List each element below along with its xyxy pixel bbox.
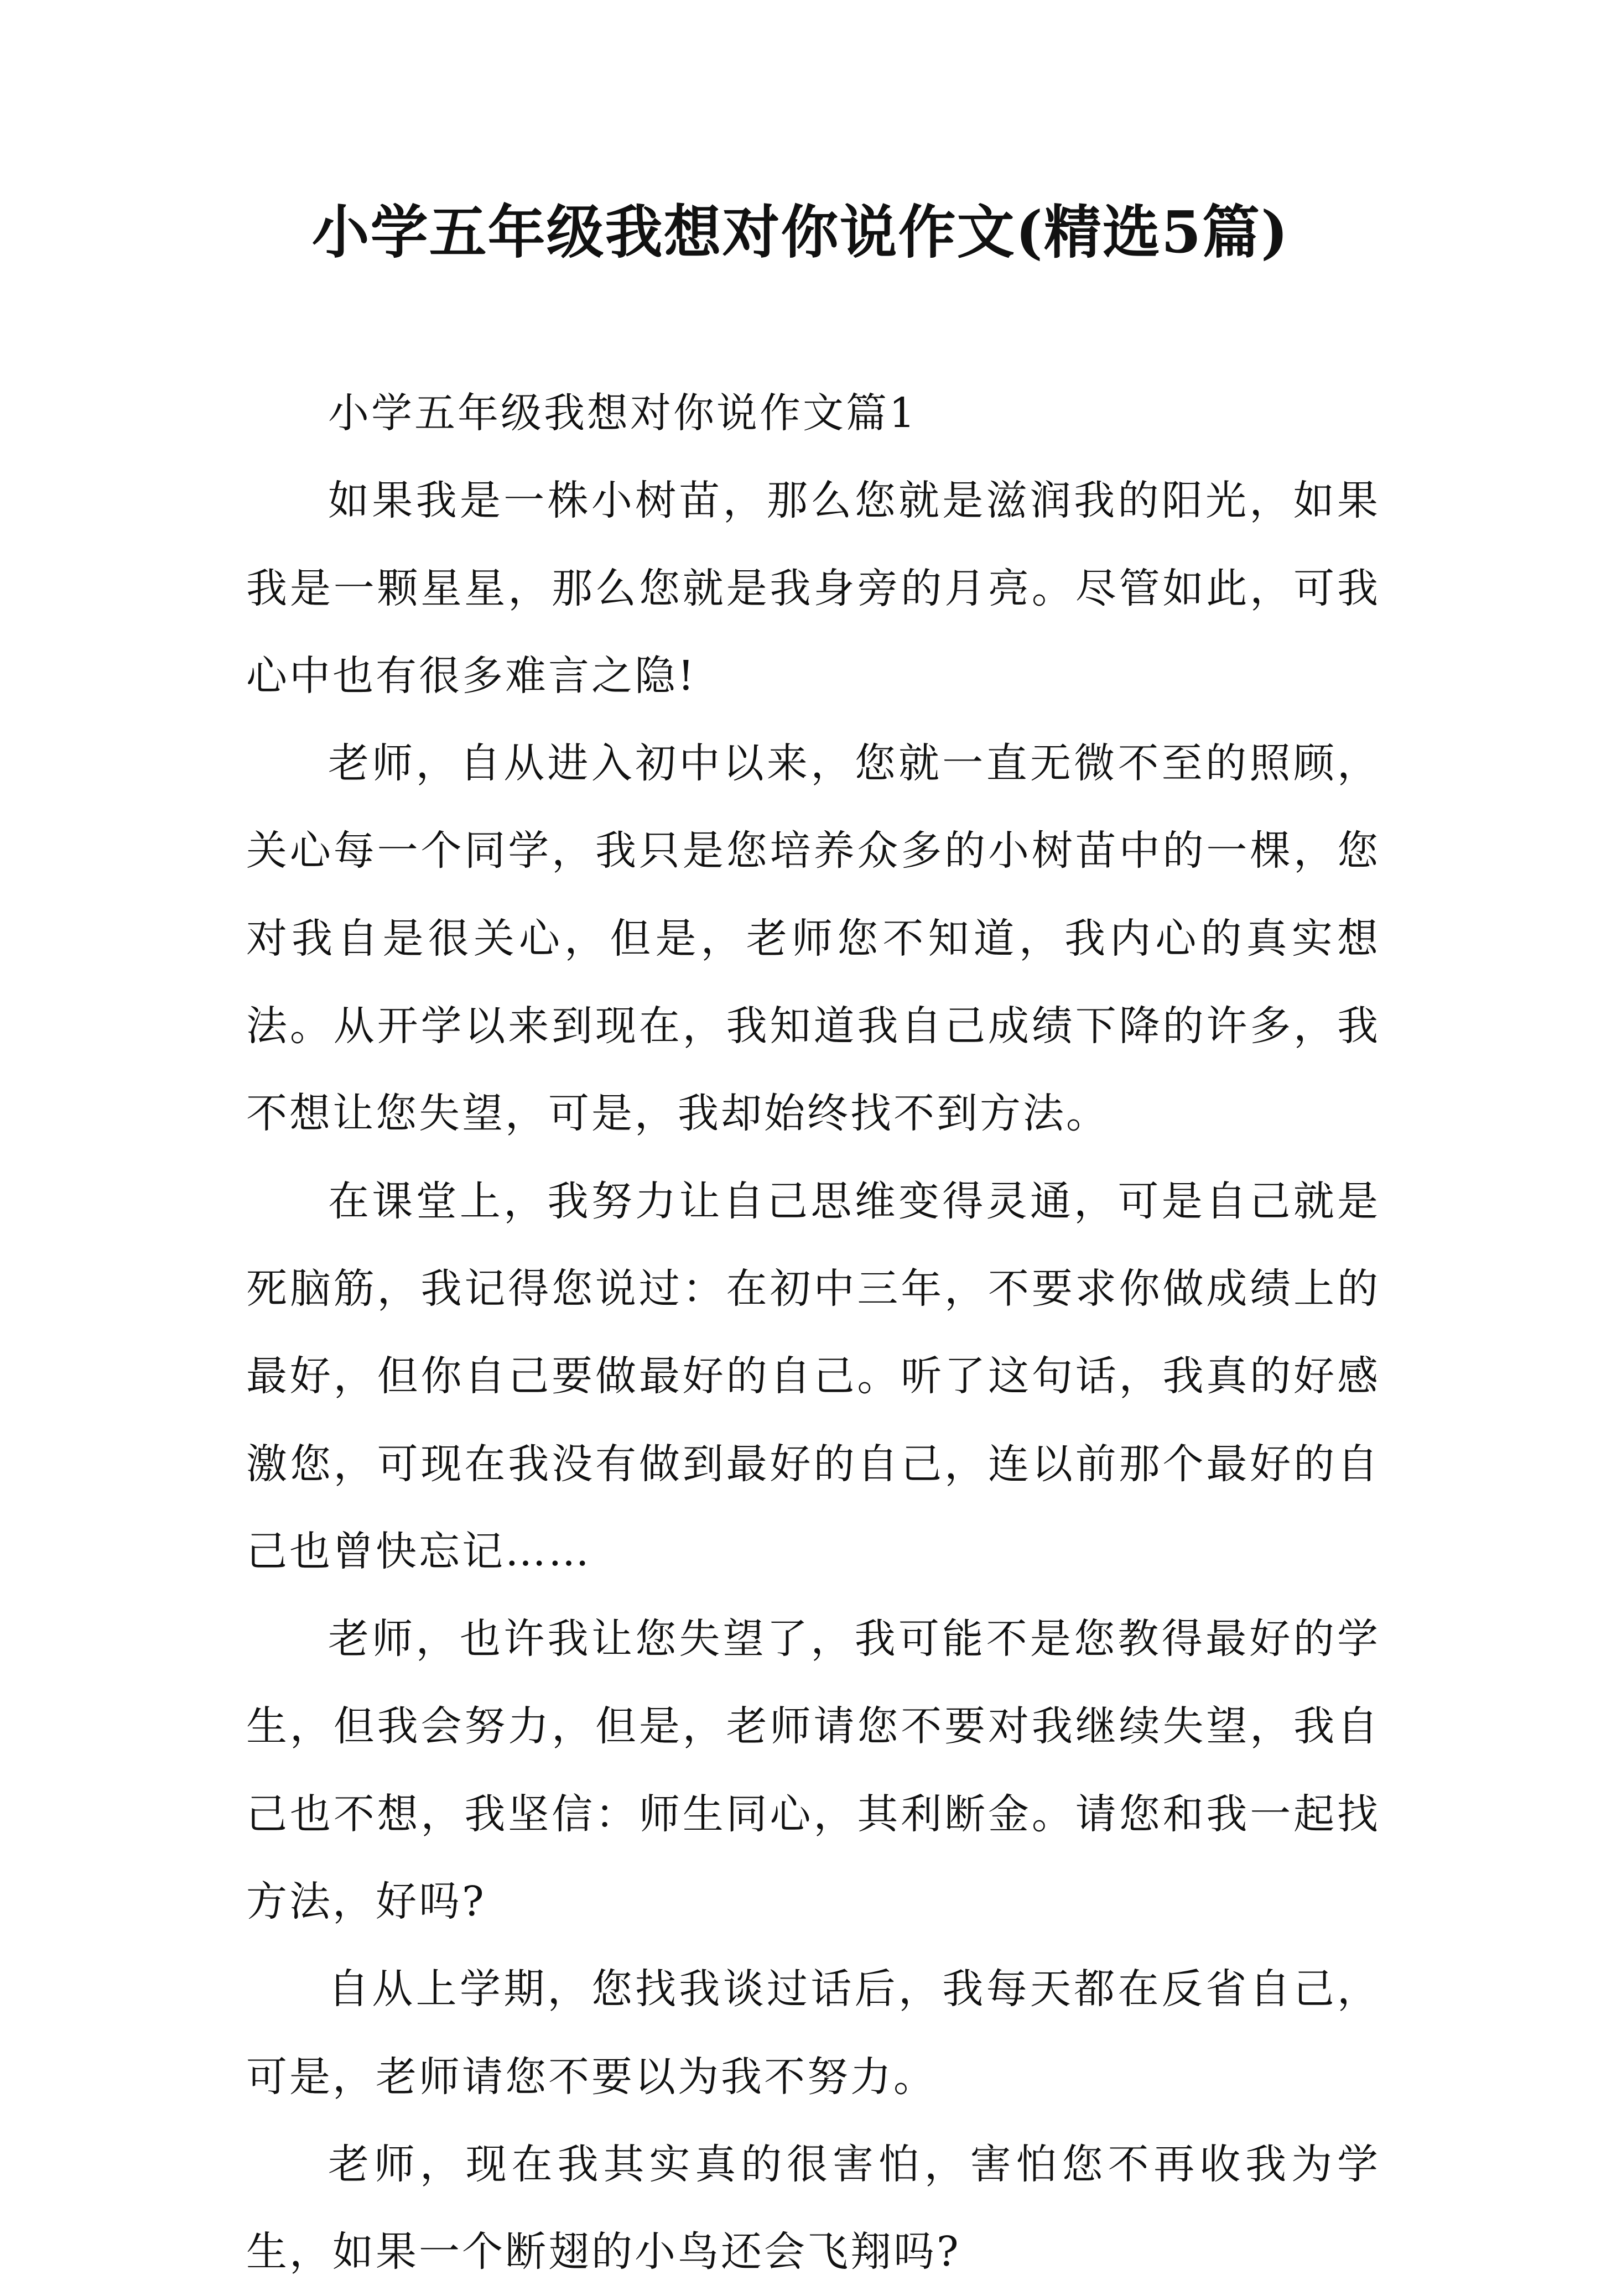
paragraph: 自从上学期，您找我谈过话后，我每天都在反省自己，可是，老师请您不要以为我不努力。 — [246, 1965, 1380, 2101]
paragraph: 如果我是一株小树苗，那么您就是滋润我的阳光，如果我是一颗星星，那么您就是我身旁的月亮。尽管如此，可我心中也有很多难言之隐! — [246, 477, 1380, 700]
section-heading: 小学五年级我想对你说作文篇1 — [328, 389, 918, 437]
paragraph: 老师，也许我让您失望了，我可能不是您教得最好的学生，但我会努力，但是，老师请您不要对我继续失望，我自己也不想，我坚信：师生同心，其利断金。请您和我一起找方法，好吗? — [246, 1615, 1380, 1926]
paragraph: 老师，自从进入初中以来，您就一直无微不至的照顾，关心每一个同学，我只是您培养众多的小树苗中的一棵，您对我自是很关心，但是，老师您不知道，我内心的真实想法。从开学以来到现在，我知道我自己成绩下降的许多，我不想让您失望，可是，我却始终找不到方法。 — [246, 740, 1380, 1138]
document-title: 小学五年级我想对你说作文(精选5篇) — [311, 198, 1290, 266]
document-body — [246, 369, 1380, 2296]
paragraph: 在课堂上，我努力让自己思维变得灵通，可是自己就是死脑筋，我记得您说过：在初中三年，不要求你做成绩上的最好，但你自己要做最好的自己。听了这句话，我真的好感激您，可现在我没有做到最好的自己，连以前那个最好的自己也曾快忘记…… — [246, 1177, 1380, 1575]
paragraph: 老师，现在我其实真的很害怕，害怕您不再收我为学生，如果一个断翅的小鸟还会飞翔吗? — [246, 2140, 1380, 2276]
